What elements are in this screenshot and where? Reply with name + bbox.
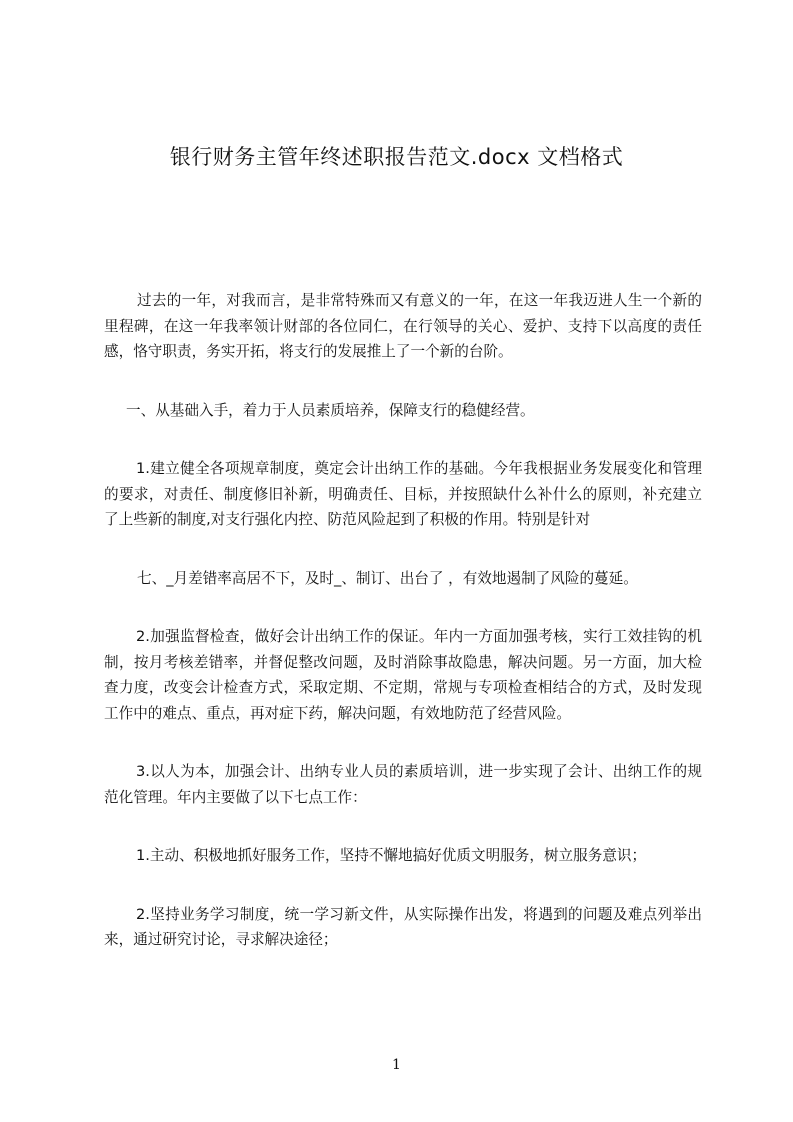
paragraph-item-7: 七、_月差错率高居不下，及时_、制订、出台了 ，有效地遏制了风险的蔓延。	[137, 569, 638, 587]
document-body	[104, 288, 702, 986]
paragraph-section-heading: 一、从基础入手，着力于人员素质培养，保障支行的稳健经营。	[126, 401, 535, 419]
paragraph-item-1: 1.建立健全各项规章制度，奠定会计出纳工作的基础。今年我根据业务发展变化和管理的要求，对责任、制度修旧补新，明确责任、目标，并按照缺什么补什么的原则，补充建立了上些新的制度,对支行强化内控、防范风险起到了积极的作用。特别是针对	[104, 460, 702, 528]
paragraph-item-3: 3.以人为本，加强会计、出纳专业人员的素质培训，进一步实现了会计、出纳工作的规范化管理。年内主要做了以下七点工作：	[104, 763, 702, 806]
paragraph-subitem-2: 2.坚持业务学习制度，统一学习新文件，从实际操作出发，将遇到的问题及难点列举出来，通过研究讨论，寻求解决途径；	[104, 905, 702, 948]
paragraph-item-2: 2.加强监督检查，做好会计出纳工作的保证。年内一方面加强考核，实行工效挂钩的机制，按月考核差错率，并督促整改问题，及时消除事故隐患，解决问题。另一方面，加大检查力度，改变会计检查方式，采取定期、不定期，常规与专项检查相结合的方式，及时发现工作中的难点、重点，再对症下药，解决问题，有效地防范了经营风险。	[104, 628, 702, 722]
page-number: 1	[392, 1057, 401, 1073]
paragraph-intro: 过去的一年，对我而言，是非常特殊而又有意义的一年，在这一年我迈进人生一个新的里程碑，在这一年我率领计财部的各位同仁，在行领导的关心、爱护、支持下以高度的责任感，恪守职责，务实开拓，将支行的发展推上了一个新的台阶。	[104, 292, 702, 360]
document-title: 银行财务主管年终述职报告范文.docx 文档格式	[169, 145, 624, 169]
paragraph-subitem-1: 1.主动、积极地抓好服务工作，坚持不懈地搞好优质文明服务，树立服务意识；	[136, 847, 647, 864]
